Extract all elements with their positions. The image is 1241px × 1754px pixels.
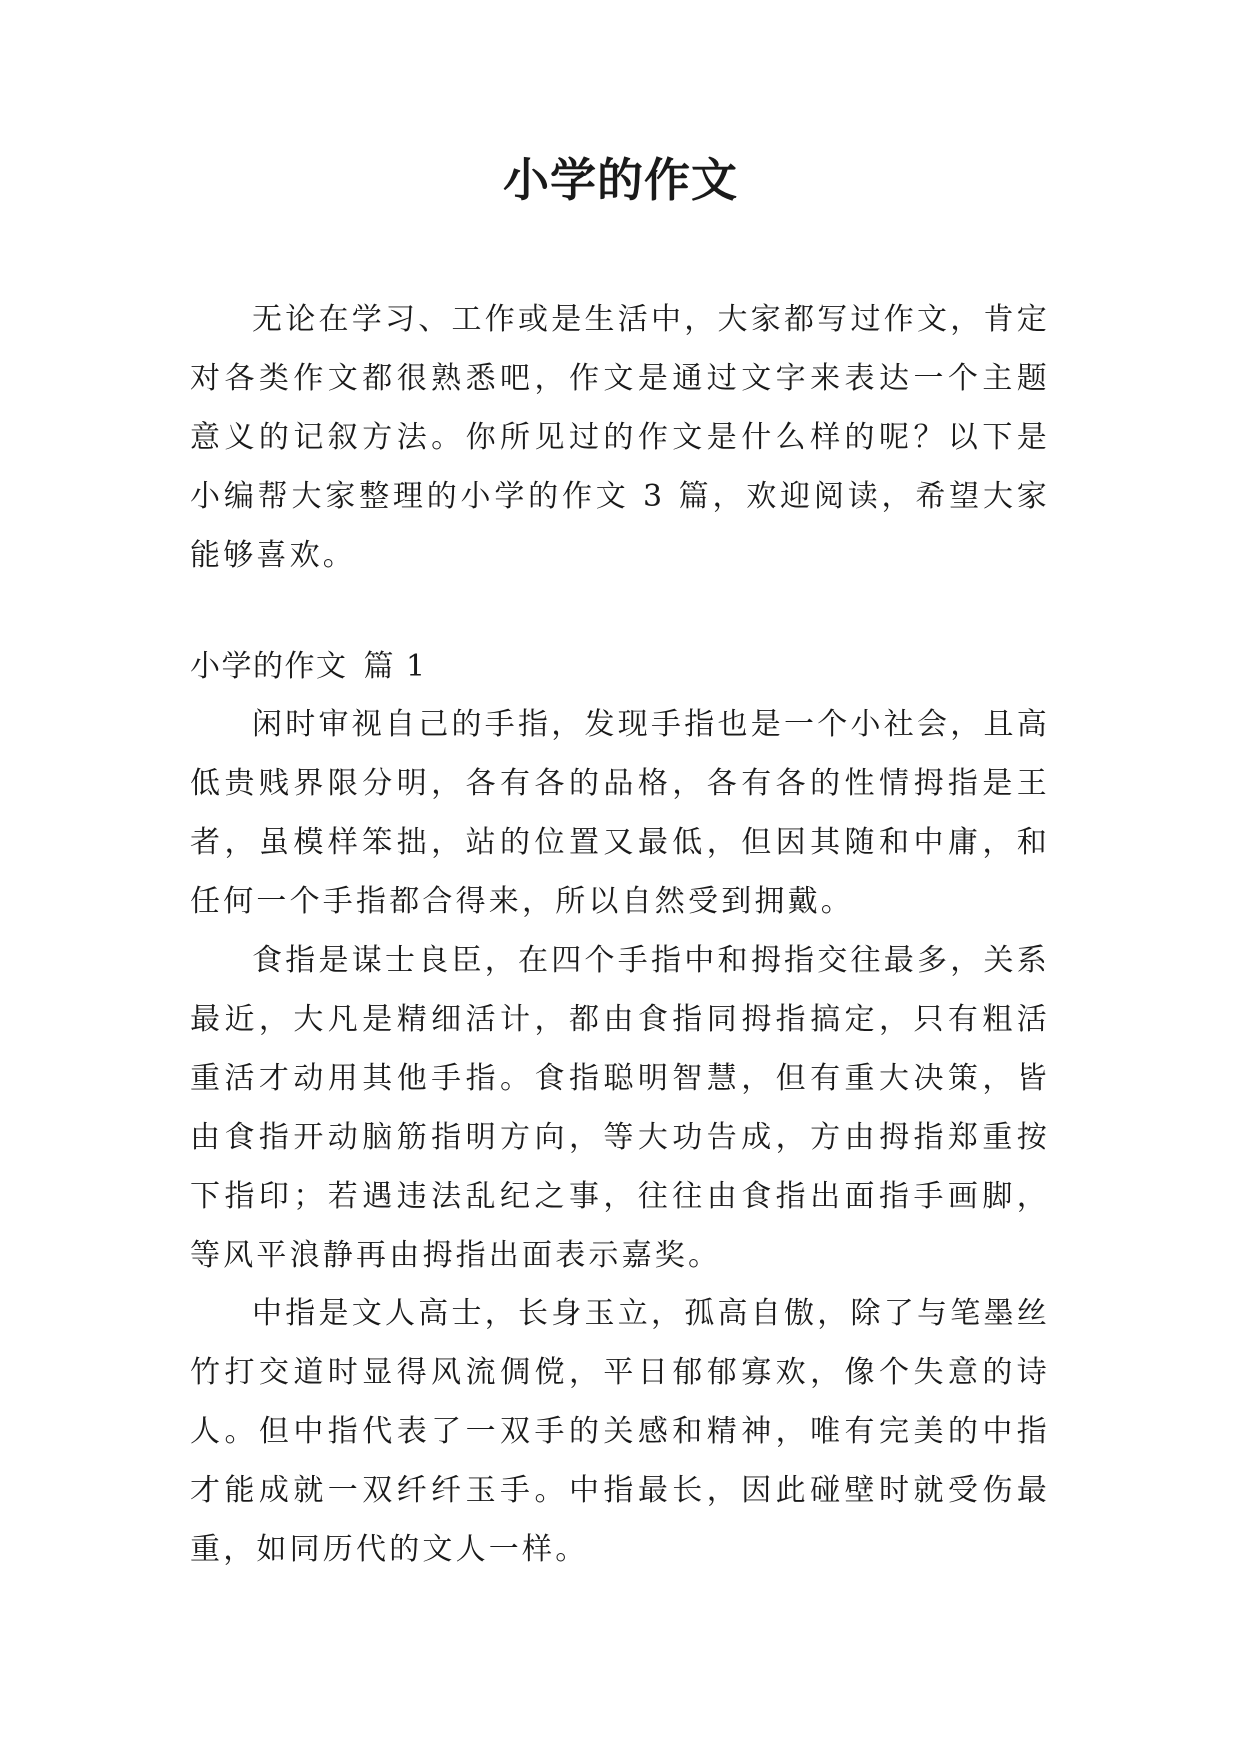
paragraph-thumb: 闲时审视自己的手指，发现手指也是一个小社会，且高低贵贱界限分明，各有各的品格，各有各的性情拇指是王者，虽模样笨拙，站的位置又最低，但因其随和中庸，和任何一个手指都合得来，所以自然受到拥戴。	[190, 707, 1050, 919]
paragraph-middle-finger: 中指是文人高士，长身玉立，孤高自傲，除了与笔墨丝竹打交道时显得风流倜傥，平日郁郁寡欢，像个失意的诗人。但中指代表了一双手的关感和精神，唯有完美的中指才能成就一双纤纤玉手。中指最长，因此碰壁时就受伤最重，如同历代的文人一样。	[190, 1296, 1050, 1567]
paragraph-index-finger: 食指是谋士良臣，在四个手指中和拇指交往最多，关系最近，大凡是精细活计，都由食指同拇指搞定，只有粗活重活才动用其他手指。食指聪明智慧，但有重大决策，皆由食指开动脑筋指明方向，等大功告成，方由拇指郑重按下指印；若遇违法乱纪之事，往往由食指出面指手画脚，等风平浪静再由拇指出面表示嘉奖。	[190, 943, 1050, 1273]
intro-paragraph: 无论在学习、工作或是生活中，大家都写过作文，肯定对各类作文都很熟悉吧，作文是通过文字来表达一个主题意义的记叙方法。你所见过的作文是什么样的呢？以下是小编帮大家整理的小学的作文 3 篇，欢迎阅读，希望大家能够喜欢。	[190, 302, 1050, 573]
section-heading	[190, 637, 427, 696]
section-heading-number: 篇 1	[363, 649, 427, 684]
section-heading-title: 小学的作文	[190, 649, 348, 684]
document-title: 小学的作文	[503, 153, 738, 207]
